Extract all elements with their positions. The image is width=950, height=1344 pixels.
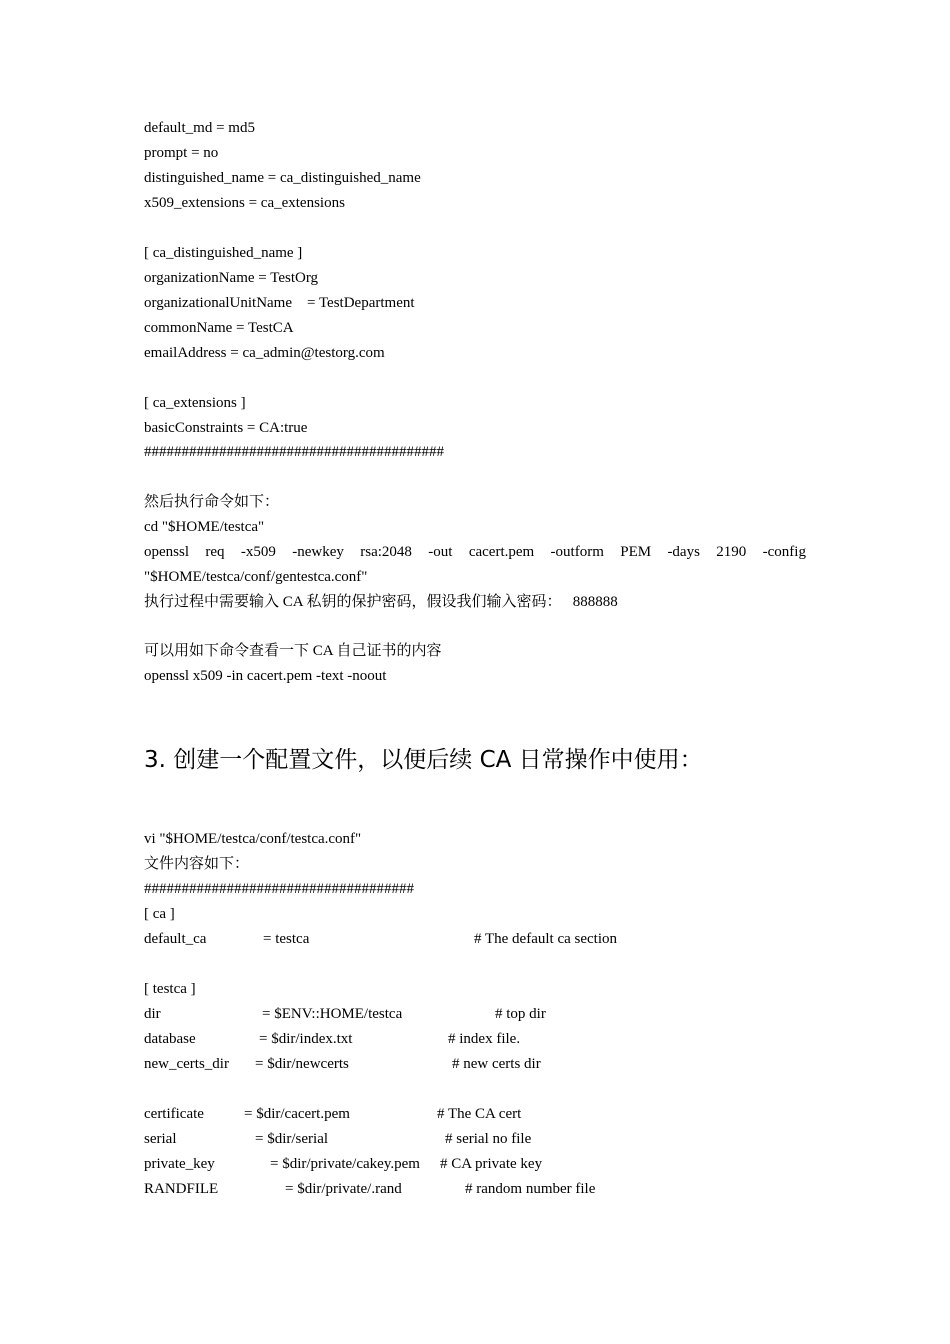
openssl-command-line	[144, 542, 806, 562]
command-token: -x509	[240, 544, 276, 560]
config-key: RANDFILE	[144, 1181, 219, 1197]
command-line: "$HOME/testca/conf/gentestca.conf"	[144, 569, 368, 585]
section-header: [ ca ]	[144, 906, 175, 922]
command-token: 2190	[716, 544, 747, 560]
config-value: = $dir/cacert.pem	[244, 1106, 350, 1122]
config-line: default_md = md5	[144, 120, 255, 136]
command-token: -newkey	[292, 544, 344, 560]
config-key: database	[144, 1031, 196, 1047]
instruction-text: 执行过程中需要输入 CA 私钥的保护密码，假设我们输入密码： 888888	[144, 594, 618, 610]
config-line: distinguished_name = ca_distinguished_name	[144, 170, 421, 186]
config-comment: # serial no file	[445, 1131, 532, 1147]
command-token: PEM	[620, 544, 652, 560]
instruction-text: 文件内容如下：	[144, 856, 250, 872]
command-token: openssl	[144, 544, 189, 560]
config-value: = $dir/private/cakey.pem	[270, 1156, 420, 1172]
separator-line: ########################################	[144, 444, 444, 460]
command-token: -config	[762, 544, 806, 560]
config-line: x509_extensions = ca_extensions	[144, 195, 345, 211]
config-comment: # top dir	[495, 1006, 546, 1022]
command-token: req	[205, 544, 225, 560]
config-comment: # The CA cert	[437, 1106, 522, 1122]
config-line: commonName = TestCA	[144, 320, 294, 336]
config-key: default_ca	[144, 931, 207, 947]
instruction-text: 可以用如下命令查看一下 CA 自己证书的内容	[144, 643, 442, 659]
instruction-text: 然后执行命令如下：	[144, 494, 280, 510]
command-token: -out	[428, 544, 453, 560]
section-heading: 3. 创建一个配置文件，以便后续 CA 日常操作中使用：	[144, 747, 703, 773]
config-value: = $dir/newcerts	[255, 1056, 349, 1072]
config-comment: # index file.	[448, 1031, 521, 1047]
config-line: organizationName = TestOrg	[144, 270, 319, 286]
config-comment: # The default ca section	[474, 931, 617, 947]
config-value: = $dir/serial	[255, 1131, 329, 1147]
config-comment: # CA private key	[440, 1156, 543, 1172]
section-header: [ testca ]	[144, 981, 196, 997]
command-line: openssl x509 -in cacert.pem -text -noout	[144, 668, 387, 684]
command-token: -outform	[550, 544, 604, 560]
config-value: = $dir/index.txt	[259, 1031, 353, 1047]
config-key: private_key	[144, 1156, 215, 1172]
config-value: = $dir/private/.rand	[285, 1181, 402, 1197]
config-value: = testca	[263, 931, 310, 947]
config-line: basicConstraints = CA:true	[144, 420, 308, 436]
config-key: serial	[144, 1131, 177, 1147]
command-line: cd "$HOME/testca"	[144, 519, 265, 535]
config-line: emailAddress = ca_admin@testorg.com	[144, 345, 385, 361]
command-token: rsa:2048	[360, 544, 412, 560]
config-key: dir	[144, 1006, 161, 1022]
command-token: -days	[667, 544, 700, 560]
config-value: = $ENV::HOME/testca	[262, 1006, 403, 1022]
section-header: [ ca_extensions ]	[144, 395, 246, 411]
section-header: [ ca_distinguished_name ]	[144, 245, 303, 261]
config-key: certificate	[144, 1106, 204, 1122]
separator-line: ####################################	[144, 881, 414, 897]
config-line: organizationalUnitName = TestDepartment	[144, 295, 415, 311]
config-line: prompt = no	[144, 145, 219, 161]
config-comment: # random number file	[465, 1181, 596, 1197]
command-token: cacert.pem	[468, 544, 535, 560]
config-key: new_certs_dir	[144, 1056, 229, 1072]
command-line: vi "$HOME/testca/conf/testca.conf"	[144, 831, 362, 847]
config-comment: # new certs dir	[452, 1056, 541, 1072]
